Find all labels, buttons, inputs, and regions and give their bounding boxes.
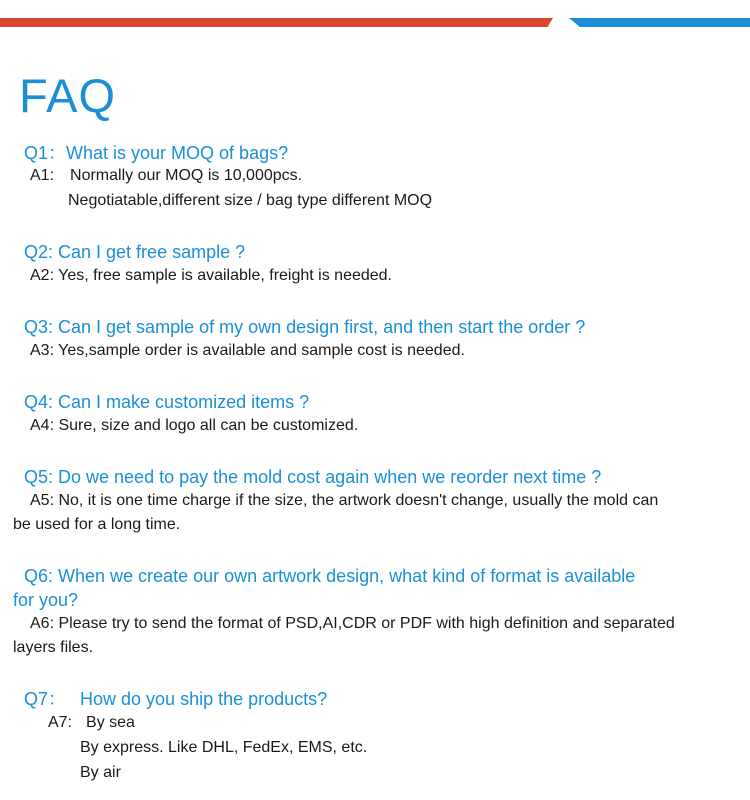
faq-question-4: Q4: Can I make customized items ?	[24, 392, 310, 412]
faq-question-7	[24, 687, 327, 711]
page-title: FAQ	[19, 69, 117, 122]
faq-answer-2: A2: Yes, free sample is available, freight is needed.	[30, 267, 392, 284]
faq-answer-7-line-3: By air	[80, 764, 121, 781]
question-text: How do you ship the products?	[80, 689, 328, 709]
faq-answer-5: A5: No, it is one time charge if the size, the artwork doesn't change, usually the mold can	[30, 492, 659, 509]
faq-question-3: Q3: Can I get sample of my own design first, and then start the order ?	[24, 317, 586, 337]
faq-question-6: Q6: When we create our own artwork design, what kind of format is available	[24, 566, 636, 586]
answer-label: A1:	[30, 167, 55, 184]
faq-question-6-line-2: for you?	[13, 590, 79, 610]
answer-text: By sea	[86, 714, 135, 731]
faq-question-2: Q2: Can I get free sample ?	[24, 242, 246, 262]
faq-answer-4: A4: Sure, size and logo all can be customized.	[30, 417, 359, 434]
question-text: What is your MOQ of bags?	[66, 143, 289, 163]
question-label: Q1：	[24, 143, 67, 163]
header-red-stripe	[0, 18, 553, 27]
faq-question-5: Q5: Do we need to pay the mold cost again when we reorder next time ?	[24, 467, 602, 487]
faq-answer-7-line-2: By express. Like DHL, FedEx, EMS, etc.	[80, 739, 368, 756]
faq-answer-1	[30, 164, 302, 188]
faq-answer-3: A3: Yes,sample order is available and sample cost is needed.	[30, 342, 465, 359]
header-blue-stripe	[569, 18, 750, 27]
faq-answer-6-line-2: layers files.	[13, 639, 94, 656]
faq-question-1	[24, 141, 288, 165]
answer-label: A7:	[48, 714, 73, 731]
faq-answer-1-line-2: Negotiatable,different size / bag type different MOQ	[68, 192, 433, 209]
question-label: Q7：	[24, 689, 67, 709]
answer-text: Normally our MOQ is 10,000pcs.	[70, 167, 303, 184]
faq-answer-7	[48, 711, 135, 735]
faq-answer-5-line-2: be used for a long time.	[13, 516, 181, 533]
faq-answer-6: A6: Please try to send the format of PSD,AI,CDR or PDF with high definition and separated	[30, 615, 675, 632]
